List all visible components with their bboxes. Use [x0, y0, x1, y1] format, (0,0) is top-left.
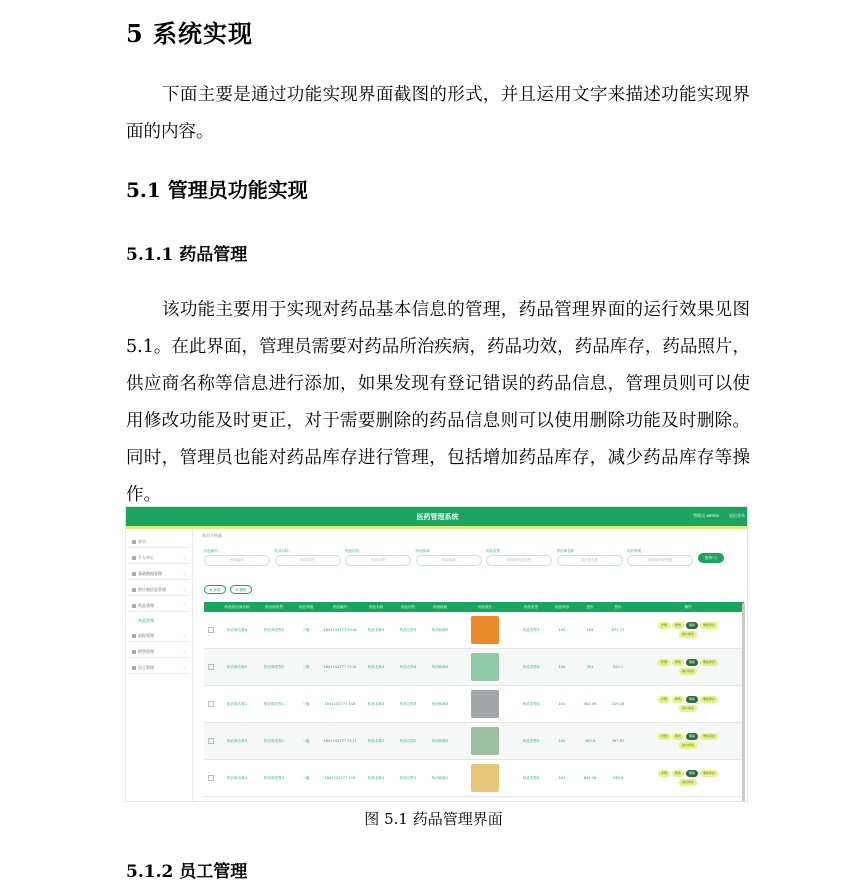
next-subsection-heading: 5.1.2 员工管理 — [126, 862, 248, 882]
table-cell: 462.09 — [576, 686, 604, 723]
chevron-icon: ⌄ — [182, 587, 186, 592]
column-header: 售价 — [604, 602, 632, 612]
medicine-photo — [471, 727, 499, 755]
table-cell — [456, 723, 514, 760]
table-cell: 药品类型1 — [514, 612, 548, 649]
row-checkbox-cell — [204, 723, 218, 760]
medicine-photo — [471, 653, 499, 681]
operation-button: 修改 — [672, 770, 684, 777]
table-cell: 三级 — [292, 612, 320, 649]
table-cell: 药品类型3 — [514, 723, 548, 760]
table-cell: 164 — [576, 612, 604, 649]
operation-button: 删除 — [686, 622, 698, 629]
table-row — [204, 649, 744, 686]
menu-icon — [132, 588, 136, 592]
column-header — [204, 602, 218, 612]
table-cell: 所治疾病3 — [424, 686, 456, 723]
figure-caption: 图 5.1 药品管理界面 — [364, 810, 503, 828]
filter-label: 药品等级 — [627, 549, 641, 553]
operation-button: 删除 — [686, 770, 698, 777]
table-cell: 331 — [576, 649, 604, 686]
table-cell: 844.58 — [576, 760, 604, 797]
table-cell: 供应商名称1 — [218, 686, 256, 723]
table-cell: 1647152777 5115 — [320, 649, 360, 686]
chevron-icon: ⌄ — [182, 633, 186, 638]
checkbox-icon — [208, 664, 214, 670]
filter-input: 药品编号 — [204, 555, 270, 566]
operation-button: 减少库存 — [679, 779, 697, 786]
scrollbar — [742, 603, 745, 802]
operation-button: 删除 — [686, 659, 698, 666]
query-button: 查询 ○ — [698, 553, 724, 563]
section-heading: 5.1 管理员功能实现 — [126, 178, 308, 202]
menu-icon — [132, 650, 136, 654]
user-label: 管理员 admin — [693, 513, 719, 518]
table-cell: 367.87 — [604, 723, 632, 760]
operation-button: 减少库存 — [679, 631, 697, 638]
table-cell: 520.1 — [604, 649, 632, 686]
table-cell: 药品名称1 — [360, 760, 392, 797]
sidebar-item-label: 供应商信息管理 — [138, 587, 166, 592]
table-cell: 三级 — [292, 649, 320, 686]
filter-label: 药品类型 — [486, 549, 500, 553]
operation-button: 修改 — [672, 622, 684, 629]
sidebar-item-label: 个人中心 — [138, 555, 154, 560]
table-cell: 460.6 — [576, 723, 604, 760]
checkbox-icon — [208, 701, 214, 707]
chevron-icon: ⌄ — [182, 555, 186, 560]
table-cell: 药品类型2 — [514, 760, 548, 797]
table-cell: 所治疾病1 — [424, 760, 456, 797]
column-header: 药品库存 — [548, 602, 576, 612]
sidebar-item — [128, 535, 190, 548]
operation-button: 详情 — [658, 696, 670, 703]
table-cell — [456, 686, 514, 723]
table-cell: 所治疾病2 — [424, 723, 456, 760]
intro-paragraph: 下面主要是通过功能实现界面截图的形式，并且运用文字来描述功能实现界面的内容。 — [126, 85, 750, 142]
main-content — [198, 529, 746, 802]
column-header: 进价 — [576, 602, 604, 612]
sidebar-item-label: 员工管理 — [138, 665, 154, 670]
column-header: 操作 — [632, 602, 744, 612]
sidebar-menu — [126, 529, 193, 802]
filter-input: 药品名称 — [275, 555, 341, 566]
table-cell: 供应商类型1 — [256, 686, 292, 723]
medicine-photo — [471, 690, 499, 718]
sidebar-item-label: 药品管理 — [138, 603, 154, 608]
table-cell: 供应商名称4 — [218, 612, 256, 649]
table-cell: 184 — [548, 649, 576, 686]
operation-buttons — [654, 622, 722, 638]
table-cell: 105 — [548, 612, 576, 649]
table-cell: 1647152777 519 — [320, 760, 360, 797]
operation-cell — [632, 723, 744, 760]
sidebar-item-label: 追踪管理 — [138, 633, 154, 638]
table-cell: 药品名称5 — [360, 612, 392, 649]
filter-input: 所治疾病 — [416, 555, 482, 566]
table-cell: 1647152777 5216 — [320, 612, 360, 649]
operation-button: 详情 — [658, 770, 670, 777]
table-cell: 1647152777 518 — [320, 686, 360, 723]
table-row — [204, 612, 744, 649]
app-header — [126, 507, 748, 526]
medicine-table — [204, 602, 744, 797]
table-cell — [456, 612, 514, 649]
operation-button: 修改 — [672, 659, 684, 666]
filter-label: 药品功效 — [345, 549, 359, 553]
operation-button: 增加库存 — [700, 622, 718, 629]
operation-button: 增加库存 — [700, 770, 718, 777]
logout-link: 退出登录 — [729, 513, 745, 518]
sidebar-item — [128, 567, 190, 580]
menu-icon — [132, 604, 136, 608]
sidebar-item-label: 基础数据管理 — [138, 571, 162, 576]
column-header: 药品编号 — [320, 602, 360, 612]
add-button: ⊕ 新增 — [204, 585, 226, 594]
table-cell: 供应商类型1 — [256, 723, 292, 760]
operation-button: 删除 — [686, 733, 698, 740]
table-header — [204, 602, 744, 612]
operation-buttons — [654, 696, 722, 712]
table-cell — [456, 649, 514, 686]
table-cell: 101 — [548, 686, 576, 723]
table-cell: 药品名称4 — [360, 649, 392, 686]
table-cell: 供应商类型3 — [256, 760, 292, 797]
table-cell: 一级 — [292, 760, 320, 797]
sidebar-item-label: 销售管理 — [138, 649, 154, 654]
filter-label: 供应商名称 — [556, 549, 574, 553]
operation-button: 减少库存 — [679, 705, 697, 712]
table-cell: 三级 — [292, 686, 320, 723]
table-row — [204, 723, 744, 760]
checkbox-icon — [208, 775, 214, 781]
table-cell: 供应商类型2 — [256, 649, 292, 686]
filter-input: 请选择药品类型 — [486, 555, 552, 566]
table-cell: 供应商类型2 — [256, 612, 292, 649]
operation-button: 详情 — [658, 733, 670, 740]
table-cell: 供应商名称4 — [218, 649, 256, 686]
column-header: 药品供应商名称 — [218, 602, 256, 612]
menu-icon — [132, 540, 136, 544]
chevron-icon: ⌄ — [182, 665, 186, 670]
operation-button: 详情 — [658, 659, 670, 666]
table-cell: 所治疾病5 — [424, 612, 456, 649]
delete-button: ⊖ 删除 — [230, 585, 252, 594]
filter-label: 所治疾病 — [415, 549, 430, 553]
sidebar-item-label: 首页 — [138, 539, 146, 544]
table-cell: 二级 — [292, 723, 320, 760]
chevron-icon: ⌄ — [182, 571, 186, 576]
table-cell: 1647152777 5111 — [320, 723, 360, 760]
menu-icon — [132, 572, 136, 576]
operation-button: 删除 — [686, 696, 698, 703]
sidebar-item — [128, 661, 190, 674]
filter-label: 药品编号 — [204, 549, 218, 553]
operation-button: 减少库存 — [679, 668, 697, 675]
table-cell: 药品类型4 — [514, 649, 548, 686]
operation-cell — [632, 612, 744, 649]
column-header: 药品名称 — [360, 602, 392, 612]
table-cell: 药品功效3 — [392, 686, 424, 723]
table-cell: 101 — [548, 760, 576, 797]
column-header: 药品类型 — [514, 602, 548, 612]
chevron-icon: ⌄ — [182, 649, 186, 654]
app-title: 医药管理系统 — [416, 513, 459, 521]
operation-button: 修改 — [672, 696, 684, 703]
sidebar-item — [128, 583, 190, 596]
filter-input: 请选择药品等级 — [627, 555, 693, 566]
table-cell: 药品功效4 — [392, 649, 424, 686]
table-cell: 供应商名称3 — [218, 723, 256, 760]
chevron-icon: ⌃ — [182, 603, 186, 608]
menu-icon — [132, 556, 136, 560]
operation-button: 增加库存 — [700, 696, 718, 703]
sidebar-item-label: 药品管理 — [138, 618, 154, 623]
table-cell: 102 — [548, 723, 576, 760]
table-body — [204, 612, 744, 797]
filter-input: 药品功效 — [345, 555, 411, 566]
row-checkbox-cell — [204, 686, 218, 723]
operation-buttons — [654, 770, 722, 786]
table-row — [204, 760, 744, 797]
operation-buttons — [654, 733, 722, 749]
operation-cell — [632, 760, 744, 797]
figure-screenshot — [125, 506, 748, 802]
table-cell: 药品功效1 — [392, 760, 424, 797]
table-cell — [456, 760, 514, 797]
sidebar-item — [128, 645, 190, 658]
sidebar-item — [128, 599, 190, 612]
table-cell: 供应商名称1 — [218, 760, 256, 797]
operation-cell — [632, 649, 744, 686]
column-header: 药品功效 — [392, 602, 424, 612]
column-header: 药品照片 — [456, 602, 514, 612]
operation-button: 增加库存 — [700, 733, 718, 740]
table-cell: 519.16 — [604, 686, 632, 723]
table-cell: 药品名称3 — [360, 686, 392, 723]
column-header: 所治疾病 — [424, 602, 456, 612]
table-cell: 877.77 — [604, 612, 632, 649]
operation-cell — [632, 686, 744, 723]
column-header: 供应商类型 — [256, 602, 292, 612]
menu-icon — [132, 634, 136, 638]
checkbox-icon — [208, 738, 214, 744]
operation-button: 增加库存 — [700, 659, 718, 666]
filter-label: 药品名称 — [274, 549, 289, 553]
checkbox-icon — [208, 627, 214, 633]
table-cell: 934.4 — [604, 760, 632, 797]
operation-button: 修改 — [672, 733, 684, 740]
row-checkbox-cell — [204, 649, 218, 686]
table-cell: 所治疾病4 — [424, 649, 456, 686]
table-cell: 药品名称2 — [360, 723, 392, 760]
row-checkbox-cell — [204, 612, 218, 649]
breadcrumb: 首页 / 药品 — [202, 533, 222, 538]
sidebar-item — [128, 614, 190, 627]
row-checkbox-cell — [204, 760, 218, 797]
table-cell: 药品功效2 — [392, 723, 424, 760]
sidebar-item — [128, 551, 190, 564]
chapter-heading: 5 系统实现 — [126, 19, 254, 48]
medicine-photo — [471, 764, 499, 792]
body-paragraph: 该功能主要用于实现对药品基本信息的管理，药品管理界面的运行效果见图5.1。在此界面，管理员需要对药品所治疾病，药品功效，药品库存，药品照片，供应商名称等信息进行添加，如果发现有登记错误的药品信息，管理员则可以使用修改功能及时更正，对于需要删除的药品信息则可以使用删除功能及时删除。同时，管理员也能对药品库存进行管理，包括增加药品库存，减少药品库存等操作。 — [126, 300, 750, 505]
medicine-photo — [471, 616, 499, 644]
operation-buttons — [654, 659, 722, 675]
table-cell: 药品功效5 — [392, 612, 424, 649]
table-row — [204, 686, 744, 723]
sidebar-item — [128, 629, 190, 642]
menu-icon — [132, 666, 136, 670]
table-cell: 药品类型4 — [514, 686, 548, 723]
filter-input: 供应商名称 — [557, 555, 623, 566]
column-header: 药品等级 — [292, 602, 320, 612]
operation-button: 减少库存 — [679, 742, 697, 749]
subsection-heading: 5.1.1 药品管理 — [126, 245, 248, 265]
operation-button: 详情 — [658, 622, 670, 629]
